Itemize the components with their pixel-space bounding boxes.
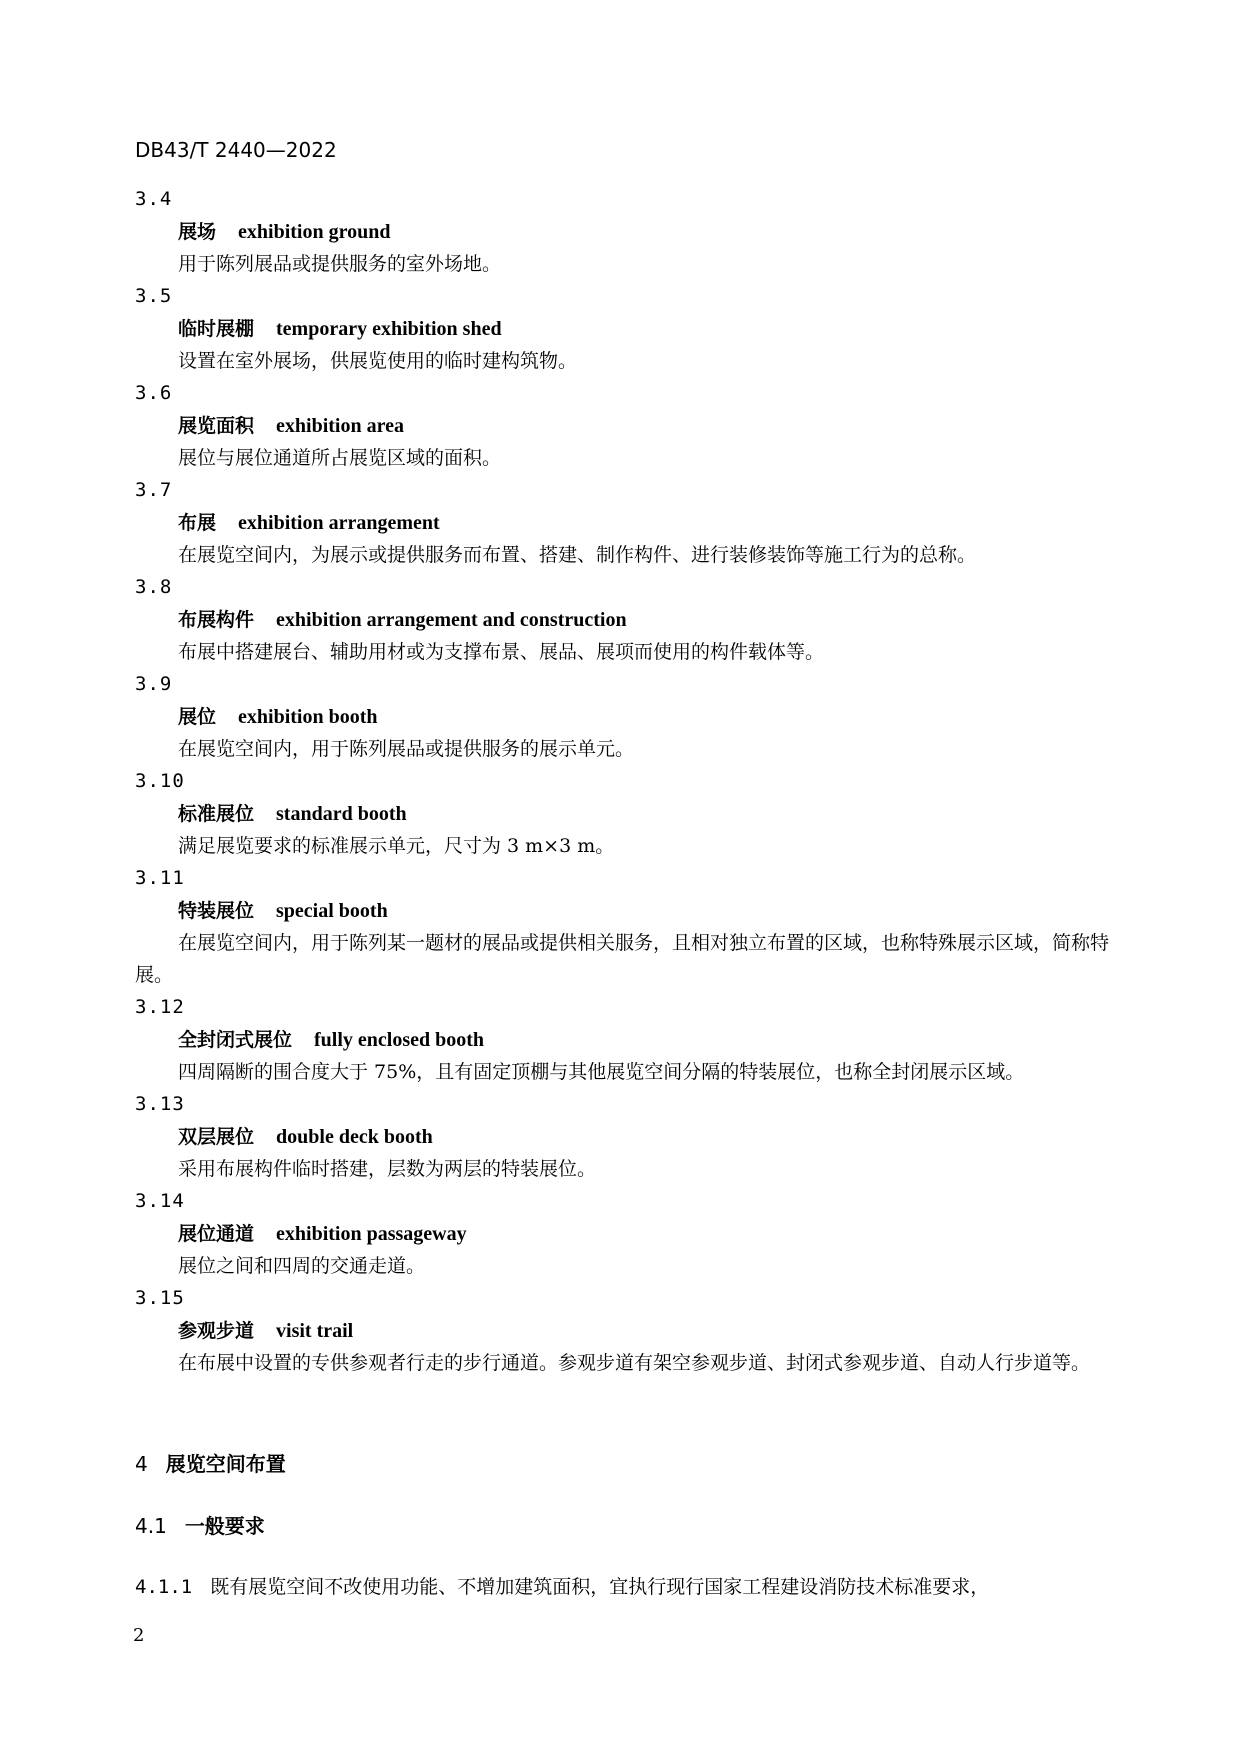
term-english: temporary exhibition shed <box>276 318 502 340</box>
section-heading-4 <box>135 1448 286 1477</box>
clause-text: 既有展览空间不改使用功能、不增加建筑面积，宜执行现行国家工程建设消防技术标准要求， <box>210 1576 990 1598</box>
term-definition: 布展中搭建展台、辅助用材或为支撑布景、展品、展项而使用的构件载体等。 <box>178 641 825 663</box>
section-title: 展览空间布置 <box>165 1452 286 1476</box>
term-heading <box>135 895 1120 927</box>
term-entry <box>135 474 1120 571</box>
term-definition: 四周隔断的围合度大于 75%，且有固定顶棚与其他展览空间分隔的特装展位，也称全封闭展示区域。 <box>178 1061 1025 1083</box>
term-chinese: 展位 <box>178 706 217 728</box>
term-english: exhibition arrangement and construction <box>276 609 627 631</box>
term-number: 3.6 <box>135 382 173 404</box>
term-chinese: 全封闭式展位 <box>178 1029 293 1051</box>
term-definition: 展位之间和四周的交通走道。 <box>178 1255 426 1277</box>
section-number: 4 <box>135 1452 148 1476</box>
term-chinese: 参观步道 <box>178 1320 255 1342</box>
term-heading <box>135 410 1120 442</box>
term-entry <box>135 991 1120 1088</box>
term-heading <box>135 604 1120 636</box>
term-heading <box>135 313 1120 345</box>
term-english: exhibition passageway <box>276 1223 467 1245</box>
term-definition: 在展览空间内，用于陈列某一题材的展品或提供相关服务，且相对独立布置的区域，也称特殊展示区域，简称特展。 <box>135 932 1110 986</box>
term-entry <box>135 1282 1120 1379</box>
term-number: 3.4 <box>135 188 173 210</box>
term-definitions-list <box>135 183 1120 1379</box>
term-definition: 展位与展位通道所占展览区域的面积。 <box>178 447 502 469</box>
section-heading-4-1 <box>135 1510 265 1539</box>
term-number: 3.15 <box>135 1287 185 1309</box>
term-heading <box>135 1218 1120 1250</box>
term-chinese: 展场 <box>178 221 217 243</box>
term-chinese: 布展 <box>178 512 217 534</box>
term-english: double deck booth <box>276 1126 433 1148</box>
term-heading <box>135 798 1120 830</box>
term-chinese: 布展构件 <box>178 609 255 631</box>
term-heading <box>135 507 1120 539</box>
term-entry <box>135 280 1120 377</box>
term-english: exhibition booth <box>238 706 378 728</box>
term-definition: 在布展中设置的专供参观者行走的步行通道。参观步道有架空参观步道、封闭式参观步道、自动人行步道等。 <box>178 1352 1091 1374</box>
term-heading <box>135 1024 1120 1056</box>
term-chinese: 展位通道 <box>178 1223 255 1245</box>
term-number: 3.11 <box>135 867 185 889</box>
term-chinese: 双层展位 <box>178 1126 255 1148</box>
section-number: 4.1 <box>135 1514 167 1538</box>
term-english: standard booth <box>276 803 407 825</box>
term-chinese: 临时展棚 <box>178 318 255 340</box>
term-number: 3.14 <box>135 1190 185 1212</box>
term-entry <box>135 571 1120 668</box>
term-english: exhibition ground <box>238 221 391 243</box>
term-definition: 用于陈列展品或提供服务的室外场地。 <box>178 253 502 275</box>
term-entry <box>135 668 1120 765</box>
term-heading <box>135 216 1120 248</box>
term-entry <box>135 1088 1120 1185</box>
section-title: 一般要求 <box>184 1514 265 1538</box>
term-english: special booth <box>276 900 388 922</box>
term-entry <box>135 862 1120 991</box>
term-definition: 满足展览要求的标准展示单元，尺寸为 3 m×3 m。 <box>178 835 615 857</box>
term-heading <box>135 1315 1120 1347</box>
term-number: 3.12 <box>135 996 185 1018</box>
term-heading <box>135 701 1120 733</box>
term-number: 3.8 <box>135 576 173 598</box>
term-number: 3.13 <box>135 1093 185 1115</box>
clause-number: 4.1.1 <box>135 1576 193 1598</box>
term-definition: 采用布展构件临时搭建，层数为两层的特装展位。 <box>178 1158 597 1180</box>
term-number: 3.9 <box>135 673 173 695</box>
document-header-id: DB43/T 2440—2022 <box>135 138 337 162</box>
term-entry <box>135 183 1120 280</box>
term-heading <box>135 1121 1120 1153</box>
term-english: fully enclosed booth <box>314 1029 485 1051</box>
term-chinese: 展览面积 <box>178 415 255 437</box>
term-chinese: 特装展位 <box>178 900 255 922</box>
term-number: 3.10 <box>135 770 185 792</box>
term-entry <box>135 377 1120 474</box>
term-english: exhibition area <box>276 415 404 437</box>
page-number: 2 <box>133 1625 145 1646</box>
term-definition: 在展览空间内，为展示或提供服务而布置、搭建、制作构件、进行装修装饰等施工行为的总称。 <box>178 544 977 566</box>
term-definition: 在展览空间内，用于陈列展品或提供服务的展示单元。 <box>178 738 635 760</box>
term-number: 3.5 <box>135 285 173 307</box>
term-english: visit trail <box>276 1320 354 1342</box>
term-definition: 设置在室外展场，供展览使用的临时建构筑物。 <box>178 350 578 372</box>
term-chinese: 标准展位 <box>178 803 255 825</box>
clause-4-1-1 <box>135 1572 1120 1599</box>
term-number: 3.7 <box>135 479 173 501</box>
term-english: exhibition arrangement <box>238 512 440 534</box>
term-entry <box>135 765 1120 862</box>
term-entry <box>135 1185 1120 1282</box>
